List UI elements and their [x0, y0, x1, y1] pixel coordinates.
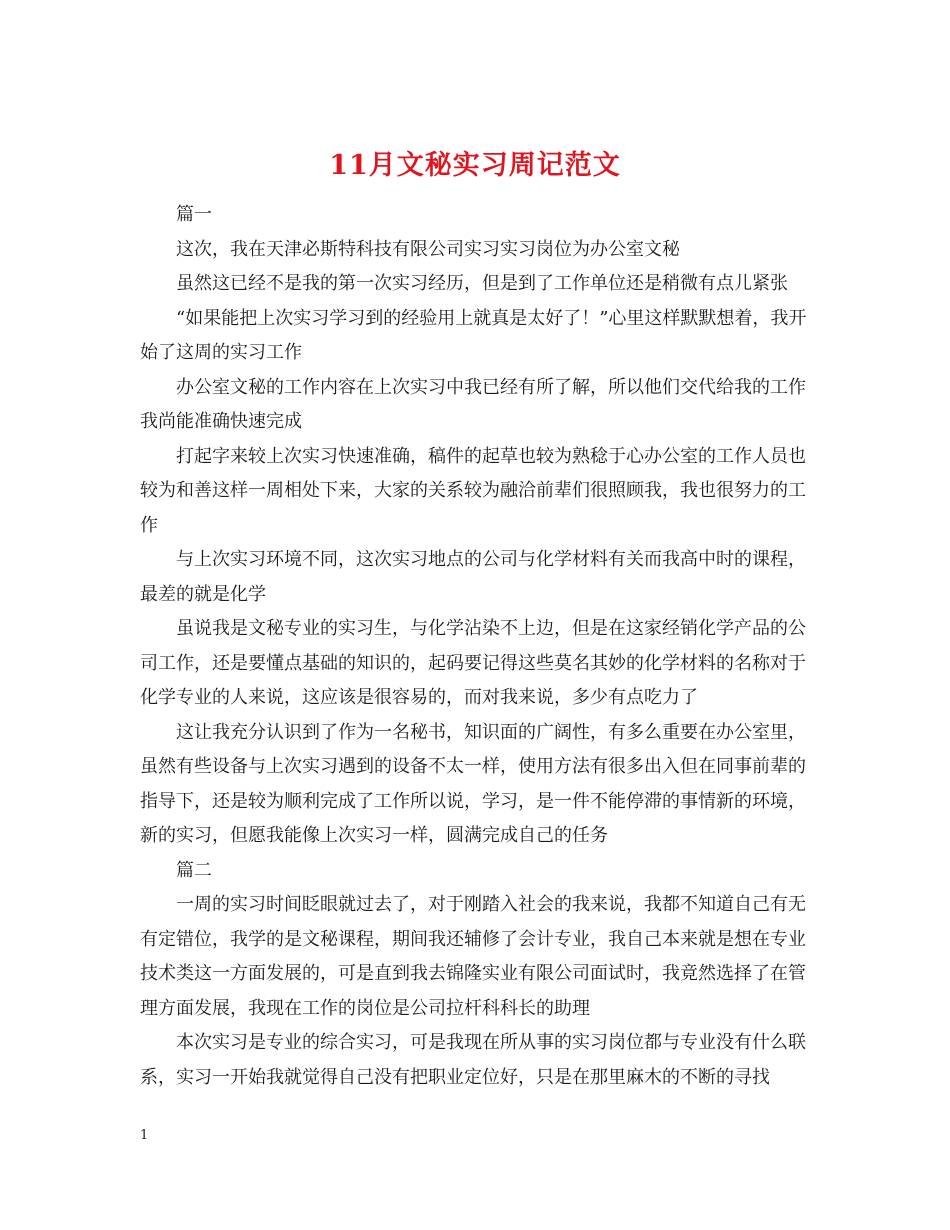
paragraph: 与上次实习环境不同，这次实习地点的公司与化学材料有关而我高中时的课程，最差的就是化学 [140, 549, 806, 605]
paragraph: “如果能把上次实习学习到的经验用上就真是太好了！”心里这样默默想着，我开始了这周的实习工作 [140, 307, 807, 363]
paragraph: 办公室文秘的工作内容在上次实习中我已经有所了解，所以他们交代给我的工作我尚能准确快速完成 [140, 376, 806, 432]
paragraph: 虽然这已经不是我的第一次实习经历，但是到了工作单位还是稍微有点儿紧张 [176, 273, 788, 294]
document-title: 11月文秘实习周记范文 [329, 150, 621, 182]
document-body [140, 198, 820, 1095]
paragraph: 这让我充分认识到了作为一名秘书，知识面的广阔性，有多么重要在办公室里，虽然有些设备与上次实习遇到的设备不太一样，使用方法有很多出入但在同事前辈的指导下，还是较为顺利完成了工作所以说，学习，是一件不能停滞的事情新的环境，新的实习，但愿我能像上次实习一样，圆满完成自己的任务 [140, 721, 806, 846]
paragraph-section-2-heading: 篇二 [176, 859, 212, 881]
paragraph: 一周的实习时间眨眼就过去了，对于刚踏入社会的我来说，我都不知道自己有无有定错位，我学的是文秘课程，期间我还辅修了会计专业，我自己本来就是想在专业技术类这一方面发展的，可是直到我去锦隆实业有限公司面试时，我竟然选择了在管理方面发展，我现在工作的岗位是公司拉杆科科长的助理 [140, 894, 806, 1019]
paragraph-section-1-heading: 篇一 [176, 204, 212, 225]
paragraph: 虽说我是文秘专业的实习生，与化学沾染不上边，但是在这家经销化学产品的公司工作，还是要懂点基础的知识的，起码要记得这些莫名其妙的化学材料的名称对于化学专业的人来说，这应该是很容易的，而对我来说，多少有点吃力了 [140, 618, 806, 708]
paragraph: 打起字来较上次实习快速准确，稿件的起草也较为熟稔于心办公室的工作人员也较为和善这样一周相处下来，大家的关系较为融洽前辈们很照顾我，我也很努力的工作 [140, 445, 806, 536]
paragraph: 本次实习是专业的综合实习，可是我现在所从事的实习岗位都与专业没有什么联系，实习一开始我就觉得自己没有把职业定位好，只是在那里麻木的不断的寻找 [140, 1032, 806, 1088]
paragraph: 这次，我在天津必斯特科技有限公司实习实习岗位为办公室文秘 [176, 238, 680, 260]
page-number: 1 [140, 1128, 149, 1143]
